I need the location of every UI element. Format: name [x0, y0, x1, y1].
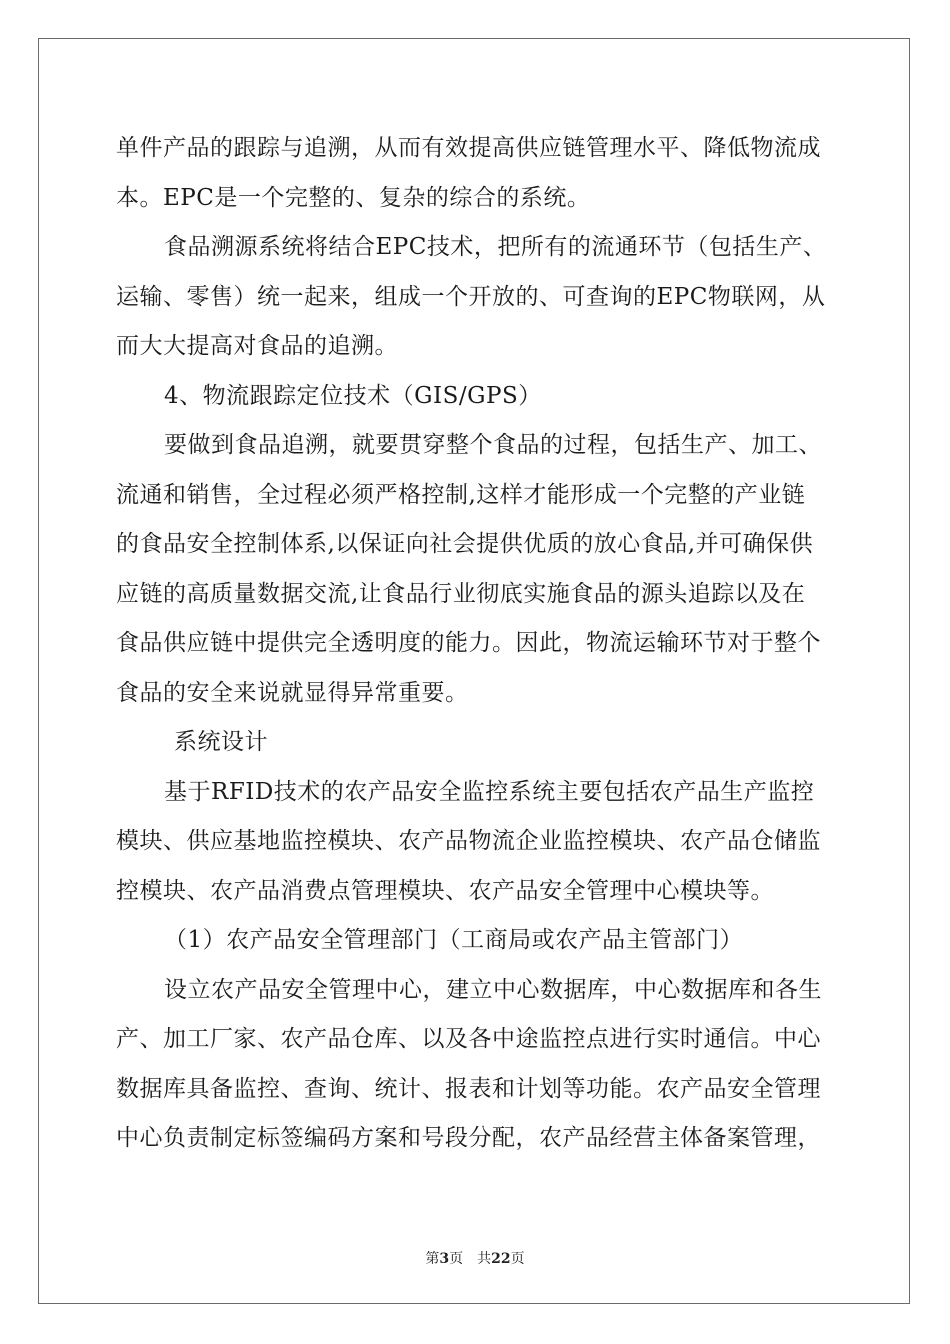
total-label-suffix: 页	[510, 1251, 525, 1267]
text-line: 产、加工厂家、农产品仓库、以及各中途监控点进行实时通信。中心	[116, 1026, 821, 1052]
subsection-heading: （1）农产品安全管理部门（工商局或农产品主管部门）	[164, 927, 744, 953]
text-line: 食品的安全来说就显得异常重要。	[116, 679, 469, 706]
page-footer	[0, 1248, 950, 1268]
text-line: 食品供应链中提供完全透明度的能力。因此，物流运输环节对于整个	[116, 630, 821, 656]
text-line: 流通和销售，全过程必须严格控制,这样才能形成一个完整的产业链	[116, 481, 806, 508]
section-heading: 4、物流跟踪定位技术（GIS/GPS）	[164, 382, 542, 409]
page-label-suffix: 页	[449, 1251, 464, 1267]
current-page-number: 3	[439, 1251, 450, 1267]
text-line: 中心负责制定标签编码方案和号段分配，农产品经营主体备案管理，	[116, 1125, 821, 1151]
text-line: 数据库具备监控、查询、统计、报表和计划等功能。农产品安全管理	[116, 1075, 821, 1102]
text-line: 本。EPC是一个完整的、复杂的综合的系统。	[116, 184, 591, 211]
paragraph-start: 食品溯源系统将结合EPC技术，把所有的流通环节（包括生产、	[164, 234, 827, 260]
paragraph-start: 要做到食品追溯，就要贯穿整个食品的过程，包括生产、加工、	[164, 432, 822, 458]
paragraph-start: 基于RFID技术的农产品安全监控系统主要包括农产品生产监控	[164, 778, 815, 805]
text-line: 的食品安全控制体系,以保证向社会提供优质的放心食品,并可确保供	[116, 531, 814, 557]
document-body	[116, 124, 836, 1164]
text-line: 模块、供应基地监控模块、农产品物流企业监控模块、农产品仓储监	[116, 828, 821, 854]
total-page-number: 22	[491, 1251, 511, 1267]
paragraph-start: 设立农产品安全管理中心，建立中心数据库，中心数据库和各生	[164, 976, 822, 1003]
page-label-prefix: 第	[425, 1251, 440, 1267]
text-line: 单件产品的跟踪与追溯，从而有效提高供应链管理水平、降低物流成	[116, 135, 821, 161]
text-line: 应链的高质量数据交流,让食品行业彻底实施食品的源头追踪以及在	[116, 580, 806, 607]
section-heading: 系统设计	[174, 729, 268, 755]
text-line: 运输、零售）统一起来，组成一个开放的、可查询的EPC物联网，从	[116, 283, 826, 310]
text-line: 控模块、农产品消费点管理模块、农产品安全管理中心模块等。	[116, 877, 774, 904]
total-label-prefix: 共	[477, 1251, 492, 1267]
text-line: 而大大提高对食品的追溯。	[116, 333, 398, 359]
